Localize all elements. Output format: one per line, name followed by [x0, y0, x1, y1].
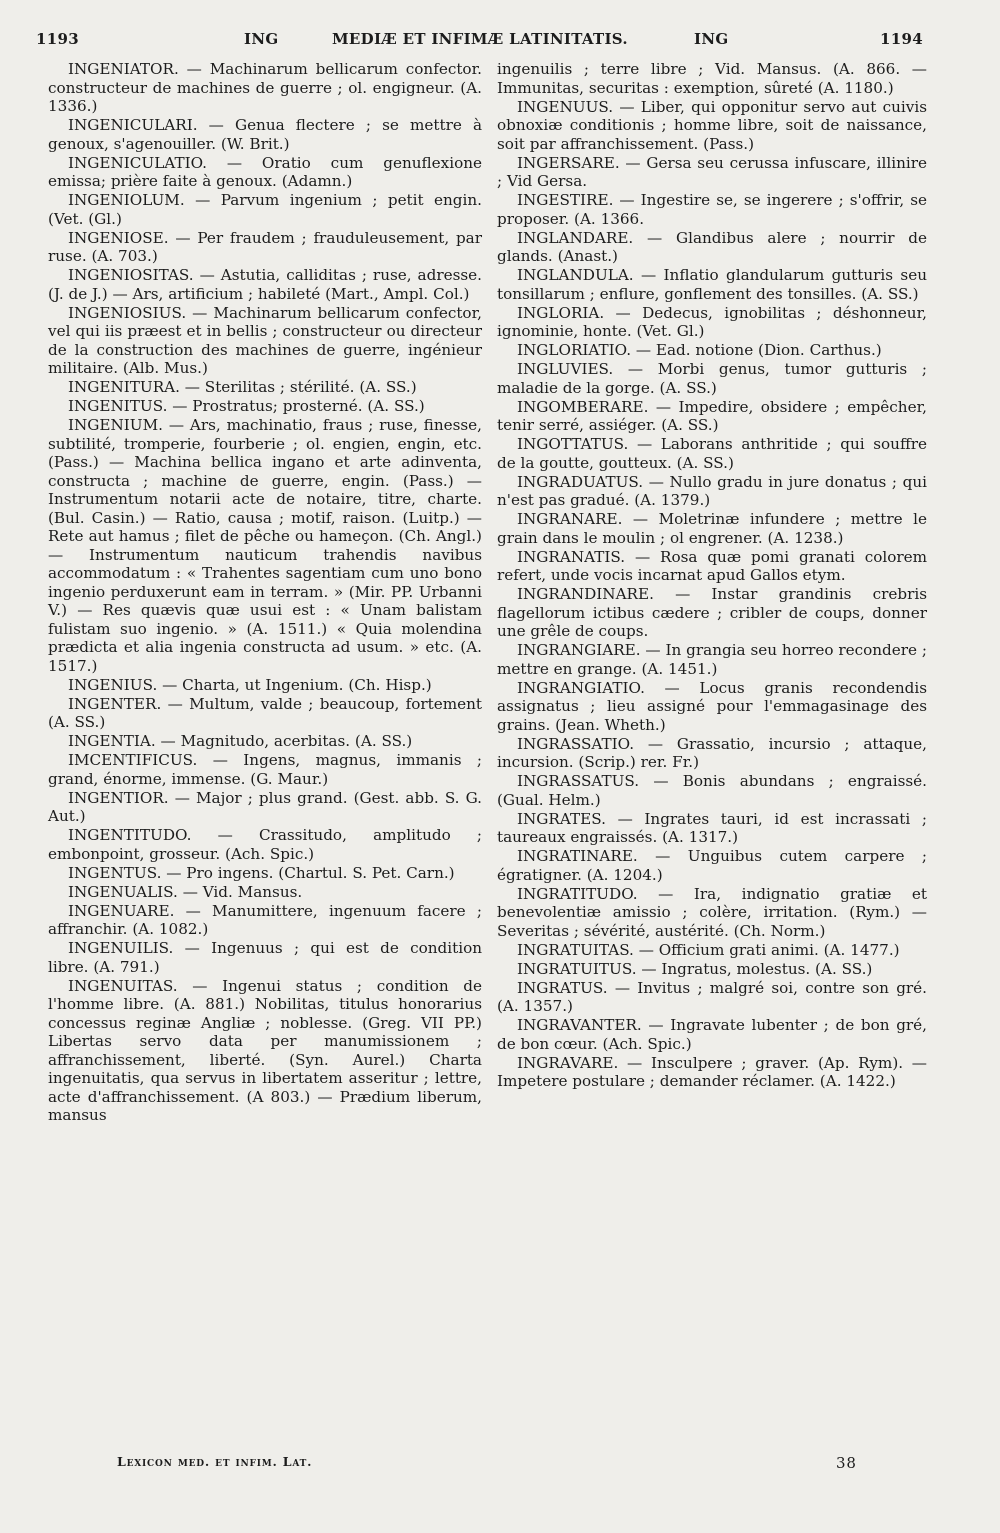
dictionary-entry: ingenuilis ; terre libre ; Vid. Mansus. (A. 866. — Immunitas, securitas : exemption, sûreté (A. 1180.): [497, 60, 927, 97]
running-title: MEDIÆ ET INFIMÆ LATINITATIS.: [332, 30, 628, 48]
dictionary-entry: INGENUALIS. — Vid. Mansus.: [68, 882, 303, 901]
left-column: [48, 60, 482, 1125]
dictionary-entry: INGRATUS. — Invitus ; malgré soi, contre son gré. (A. 1357.): [497, 978, 927, 1015]
dictionary-entry: INGENUITAS. — Ingenui status ; condition de l'homme libre. (A. 881.) Nobilitas, titulus honorarius concessus reginæ Angliæ ; noblesse. (Greg. VII PP.) Libertas servo data per manumissionem ; affranchissement, liberté. (Syn. Aurel.) Charta ingenuitatis, qua servus in libertatem asseritur ; lettre, acte d'affranchissement. (A 803.) — Prædium liberum, mansus: [48, 976, 482, 1124]
dictionary-entry: INGENIOLUM. — Parvum ingenium ; petit engin. (Vet. (Gl.): [48, 191, 482, 228]
page-header: [0, 22, 1000, 52]
dictionary-entry: INGRANDINARE. — Instar grandinis crebris flagellorum ictibus cædere ; cribler de coups, donner une grêle de coups.: [497, 585, 927, 640]
dictionary-entry: INGOMBERARE. — Impedire, obsidere ; empêcher, tenir serré, assiéger. (A. SS.): [497, 397, 927, 434]
dictionary-entry: INGENTITUDO. — Crassitudo, amplitudo ; embonpoint, grosseur. (Ach. Spic.): [48, 826, 482, 863]
dictionary-entry: INGRAVARE. — Insculpere ; graver. (Ap. Rym). — Impetere postulare ; demander réclamer. (A. 1422.): [497, 1053, 927, 1090]
dictionary-entry: INGRANATIS. — Rosa quæ pomi granati colorem refert, unde vocis incarnat apud Gallos etym.: [497, 547, 927, 584]
dictionary-entry: INGENICULARI. — Genua flectere ; se mettre à genoux, s'agenouiller. (W. Brit.): [48, 116, 482, 153]
right-page-number: 1194: [880, 30, 923, 48]
dictionary-entry: INGENIOSIUS. — Machinarum bellicarum confector, vel qui iis præest et in bellis ; constructeur ou directeur de la construction des machines de guerre, ingénieur militaire. (Alb. Mus.): [48, 303, 482, 377]
page-footer: [0, 1448, 1000, 1478]
dictionary-entry: INGENTUS. — Pro ingens. (Chartul. S. Pet. Carn.): [68, 863, 455, 882]
dictionary-entry: INGENIOSE. — Per fraudem ; frauduleusement, par ruse. (A. 703.): [48, 228, 482, 265]
dictionary-entry: INGRADUATUS. — Nullo gradu in jure donatus ; qui n'est pas gradué. (A. 1379.): [497, 472, 927, 509]
dictionary-entry: INGENUILIS. — Ingenuus ; qui est de condition libre. (A. 791.): [48, 939, 482, 976]
dictionary-entry: INGENIUM. — Ars, machinatio, fraus ; ruse, finesse, subtilité, tromperie, fourberie ; ol. engien, engin, etc. (Pass.) — Machina bellica ingano et arte adinventa, constructa ; machine de guerre, engin. (Pass.) — Instrumentum notarii acte de notaire, titre, charte. (Bul. Casin.) — Ratio, causa ; motif, raison. (Luitp.) — Rete aut hamus ; filet de pêche ou hameçon. (Ch. Angl.) — Instrumentum nauticum trahendis navibus accommodatum : « Trahentes sagentiam cum uno bono ingenio perduxerunt eam in terram. » (Mir. PP. Urbanni V.) — Res quævis quæ usui est : « Unam balistam fulistam suo ingenio. » (A. 1511.) « Quia molendina prædicta et alia ingenia constructa ad usum. » etc. (A. 1517.): [48, 416, 482, 675]
dictionary-entry: INGLUVIES. — Morbi genus, tumor gutturis ; maladie de la gorge. (A. SS.): [497, 360, 927, 397]
left-page-number: 1193: [36, 30, 79, 48]
dictionary-entry: INGRAVANTER. — Ingravate lubenter ; de bon gré, de bon cœur. (Ach. Spic.): [497, 1016, 927, 1053]
dictionary-entry: INGRASSATIO. — Grassatio, incursio ; attaque, incursion. (Scrip.) rer. Fr.): [497, 734, 927, 771]
dictionary-entry: INGRATES. — Ingrates tauri, id est incrassati ; taureaux engraissés. (A. 1317.): [497, 809, 927, 846]
dictionary-entry: INGENTIOR. — Major ; plus grand. (Gest. abb. S. G. Aut.): [48, 788, 482, 825]
dictionary-entry: INGENTIA. — Magnitudo, acerbitas. (A. SS.): [68, 732, 413, 750]
dictionary-entry: INGLANDULA. — Inflatio glandularum gutturis seu tonsillarum ; enflure, gonflement des tonsilles. (A. SS.): [497, 266, 927, 303]
dictionary-entry: INGENICULATIO. — Oratio cum genuflexione emissa; prière faite à genoux. (Adamn.): [48, 153, 482, 190]
left-running-keyword: ING: [244, 30, 279, 48]
dictionary-entry: INGRATUITUS. — Ingratus, molestus. (A. SS.): [517, 959, 873, 978]
dictionary-entry: INGLANDARE. — Glandibus alere ; nourrir de glands. (Anast.): [497, 228, 927, 265]
dictionary-entry: INGRASSATUS. — Bonis abundans ; engraissé. (Gual. Helm.): [497, 772, 927, 809]
dictionary-entry: INGENUARE. — Manumittere, ingenuum facere ; affranchir. (A. 1082.): [48, 901, 482, 938]
dictionary-entry: INGRANGIARE. — In grangia seu horreo recondere ; mettre en grange. (A. 1451.): [497, 641, 927, 678]
dictionary-entry: INGENUUS. — Liber, qui opponitur servo aut cuivis obnoxiæ conditionis ; homme libre, soit de naissance, soit par affranchissement. (Pass.): [497, 97, 927, 153]
dictionary-entry: INGENIATOR. — Machinarum bellicarum confector. constructeur de machines de guerre ; ol. engigneur. (A. 1336.): [48, 60, 482, 115]
dictionary-entry: INGOTTATUS. — Laborans anthritide ; qui souffre de la goutte, goutteux. (A. SS.): [497, 435, 927, 472]
dictionary-entry: INGENITURA. — Sterilitas ; stérilité. (A. SS.): [68, 378, 417, 396]
dictionary-entry: INGLORIATIO. — Ead. notione (Dion. Carthus.): [517, 341, 882, 359]
dictionary-entry: INGRATINARE. — Unguibus cutem carpere ; égratigner. (A. 1204.): [497, 847, 927, 884]
right-column: [497, 60, 927, 1091]
dictionary-entry: INGESTIRE. — Ingestire se, se ingerere ; s'offrir, se proposer. (A. 1366.: [497, 191, 927, 228]
dictionary-entry: INGRATUITAS. — Officium grati animi. (A. 1477.): [517, 940, 900, 959]
dictionary-entry: INGENITUS. — Prostratus; prosterné. (A. SS.): [68, 397, 425, 415]
dictionary-entry: INGENIOSITAS. — Astutia, calliditas ; ruse, adresse. (J. de J.) — Ars, artificium ; habileté (Mart., Ampl. Col.): [48, 266, 482, 303]
footer-sheet-number: 38: [836, 1454, 857, 1472]
dictionary-entry: INGERSARE. — Gersa seu cerussa infuscare, illinire ; Vid Gersa.: [497, 153, 927, 190]
dictionary-entry: INGRATITUDO. — Ira, indignatio gratiæ et benevolentiæ amissio ; colère, irritation. (Rym.) — Severitas ; sévérité, austérité. (Ch. Norm.): [497, 884, 927, 940]
dictionary-entry: INGLORIA. — Dedecus, ignobilitas ; déshonneur, ignominie, honte. (Vet. Gl.): [497, 303, 927, 340]
footer-signature: Lexicon med. et infim. Lat.: [117, 1454, 313, 1469]
dictionary-entry: IMCENTIFICUS. — Ingens, magnus, immanis ; grand, énorme, immense. (G. Maur.): [48, 751, 482, 788]
dictionary-entry: INGRANGIATIO. — Locus granis recondendis assignatus ; lieu assigné pour l'emmagasinage des grains. (Jean. Wheth.): [497, 678, 927, 734]
right-running-keyword: ING: [694, 30, 729, 48]
dictionary-entry: INGRANARE. — Moletrinæ infundere ; mettre le grain dans le moulin ; ol engrener. (A. 1238.): [497, 510, 927, 547]
dictionary-entry: INGENTER. — Multum, valde ; beaucoup, fortement (A. SS.): [48, 694, 482, 731]
dictionary-entry: INGENIUS. — Charta, ut Ingenium. (Ch. Hisp.): [68, 675, 432, 694]
